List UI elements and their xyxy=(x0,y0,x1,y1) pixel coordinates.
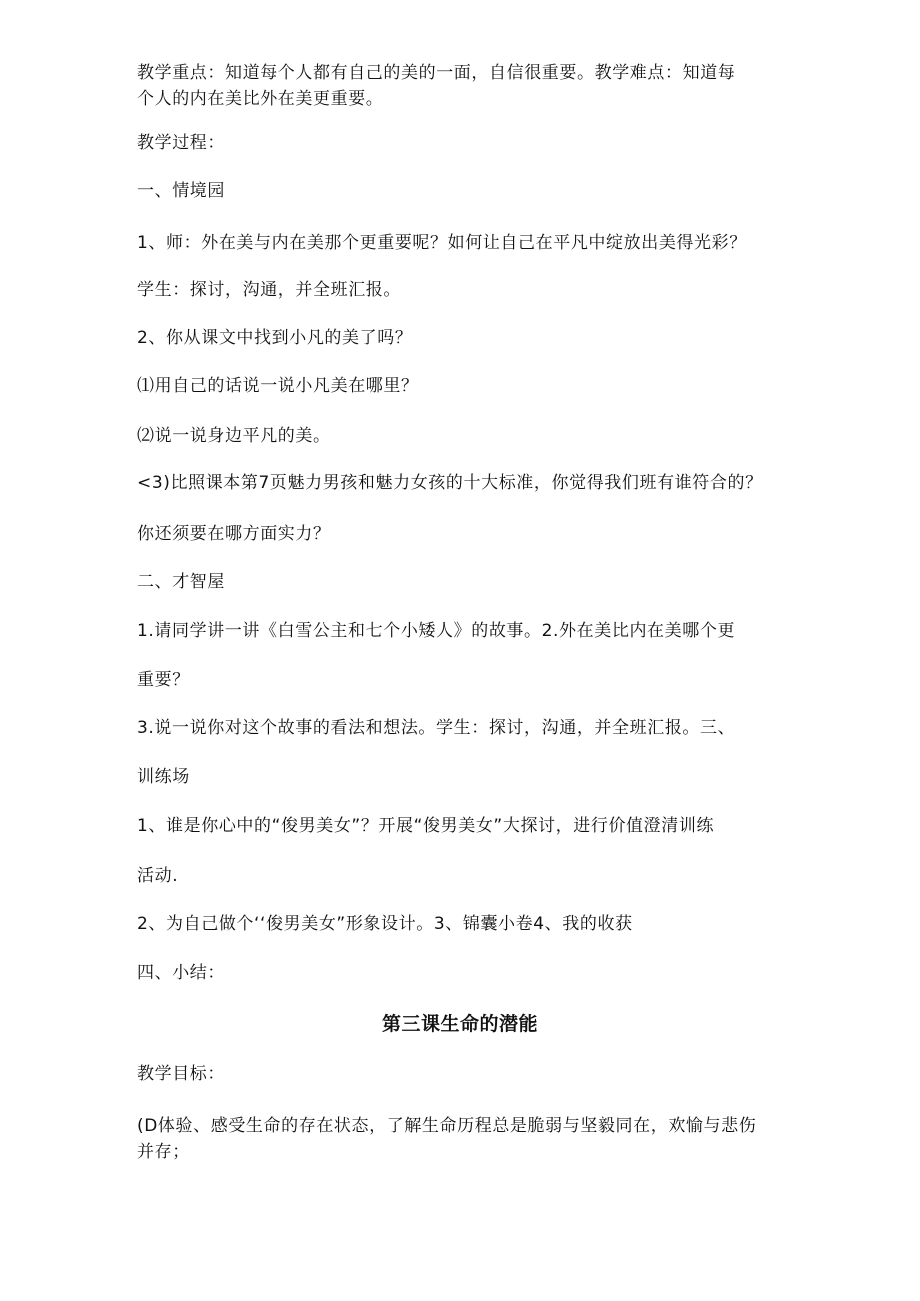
section-1-sub-item-1: ⑴用自己的话说一说小凡美在哪里？ xyxy=(137,376,419,396)
section-3-item-1-line-1: 1、谁是你心中的“俊男美女”？开展“俊男美女”大探讨，进行价值澄清训练 xyxy=(137,816,715,836)
section-4-heading: 四、小结： xyxy=(137,963,225,983)
objective-1-line-2: 并存； xyxy=(137,1142,190,1162)
section-2-item-1-line-2: 重要？ xyxy=(137,670,190,690)
process-heading: 教学过程： xyxy=(137,133,225,153)
section-1-sub-item-3-continued: 你还须要在哪方面实力？ xyxy=(137,524,331,544)
section-1-sub-item-2: ⑵说一说身边平凡的美。 xyxy=(137,426,331,446)
section-2-item-3-line-2: 训练场 xyxy=(137,767,190,787)
section-3-item-1-line-2: 活动. xyxy=(137,866,179,886)
objective-1-line-1: (D体验、感受生命的存在状态，了解生命历程总是脆弱与坚毅同在，欢愉与悲伤 xyxy=(137,1116,757,1136)
objectives-heading: 教学目标： xyxy=(137,1064,225,1084)
section-1-item-1: 1、师：外在美与内在美那个更重要呢？如何让自己在平凡中绽放出美得光彩？ xyxy=(137,233,747,253)
section-2-item-1-line-1: 1.请同学讲一讲《白雪公主和七个小矮人》的故事。2.外在美比内在美哪个更 xyxy=(137,621,736,641)
section-1-item-2: 2、你从课文中找到小凡的美了吗？ xyxy=(137,328,413,348)
section-2-heading: 二、才智屋 xyxy=(137,572,225,592)
section-1-sub-item-3: <3)比照课本第7页魅力男孩和魅力女孩的十大标准，你觉得我们班有谁符合的？ xyxy=(137,473,763,493)
section-1-heading: 一、情境园 xyxy=(137,181,225,201)
key-points-line-1: 教学重点：知道每个人都有自己的美的一面，自信很重要。教学难点：知道每 xyxy=(137,63,736,83)
lesson-3-title: 第三课生命的潜能 xyxy=(381,1013,538,1035)
key-points-line-2: 个人的内在美比外在美更重要。 xyxy=(137,89,384,109)
section-3-item-2: 2、为自己做个‘‘俊男美女”形象设计。3、锦囊小卷4、我的收获 xyxy=(137,914,633,934)
section-1-student-activity: 学生：探讨，沟通，并全班汇报。 xyxy=(137,280,401,300)
section-2-item-3-line-1: 3.说一说你对这个故事的看法和想法。学生：探讨，沟通，并全班汇报。三、 xyxy=(137,718,736,738)
